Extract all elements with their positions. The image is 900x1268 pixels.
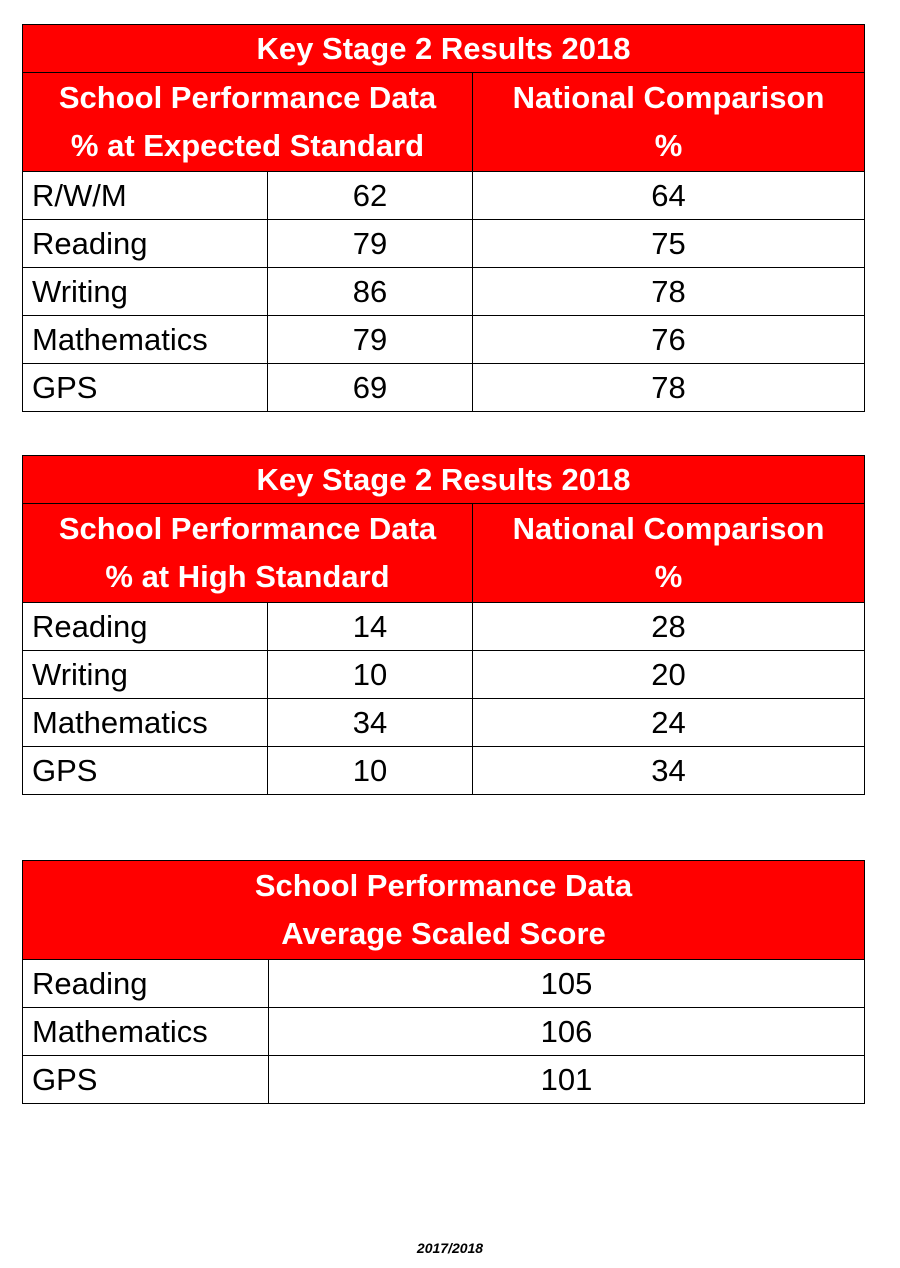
subject-cell: GPS [23, 364, 268, 412]
subject-cell: Reading [23, 960, 269, 1008]
header-line: % [654, 128, 683, 163]
header-line: School Performance Data [254, 868, 633, 903]
school-value-cell: 69 [268, 364, 473, 412]
table-row [23, 1008, 865, 1056]
subject-cell: R/W/M [23, 172, 268, 220]
expected-standard-table [22, 24, 865, 412]
school-performance-header [23, 73, 473, 172]
header-line: % at High Standard [105, 559, 390, 594]
table-row [23, 316, 865, 364]
subject-cell: Mathematics [23, 699, 268, 747]
table-title-row [23, 456, 865, 504]
header-line: School Performance Data [58, 511, 437, 546]
table-row [23, 364, 865, 412]
table-header-row [23, 861, 865, 960]
school-value-cell: 79 [268, 220, 473, 268]
table-header-row [23, 504, 865, 603]
subject-cell: Writing [23, 268, 268, 316]
subject-cell: Mathematics [23, 1008, 269, 1056]
table-row [23, 651, 865, 699]
footer-year: 2017/2018 [416, 1240, 484, 1256]
national-value-cell: 78 [473, 268, 865, 316]
national-value-cell: 28 [473, 603, 865, 651]
national-value-cell: 75 [473, 220, 865, 268]
school-value-cell: 86 [268, 268, 473, 316]
header-line: Average Scaled Score [281, 916, 606, 951]
school-value-cell: 14 [268, 603, 473, 651]
table-row [23, 268, 865, 316]
subject-cell: Mathematics [23, 316, 268, 364]
national-value-cell: 64 [473, 172, 865, 220]
school-value-cell: 10 [268, 651, 473, 699]
table-title-row [23, 25, 865, 73]
score-cell: 101 [269, 1056, 865, 1104]
national-value-cell: 78 [473, 364, 865, 412]
school-performance-header [23, 504, 473, 603]
national-comparison-header [473, 73, 865, 172]
table-title: Key Stage 2 Results 2018 [23, 456, 865, 504]
header-line: National Comparison [512, 511, 825, 546]
national-value-cell: 20 [473, 651, 865, 699]
high-standard-table [22, 455, 865, 795]
school-value-cell: 79 [268, 316, 473, 364]
school-value-cell: 10 [268, 747, 473, 795]
header-line: National Comparison [512, 80, 825, 115]
score-cell: 105 [269, 960, 865, 1008]
table-row [23, 699, 865, 747]
table-row [23, 1056, 865, 1104]
national-value-cell: 34 [473, 747, 865, 795]
national-comparison-header [473, 504, 865, 603]
table-row [23, 960, 865, 1008]
national-value-cell: 24 [473, 699, 865, 747]
score-cell: 106 [269, 1008, 865, 1056]
subject-cell: GPS [23, 1056, 269, 1104]
header-line: % [654, 559, 683, 594]
scaled-score-header [23, 861, 865, 960]
subject-cell: Writing [23, 651, 268, 699]
header-line: School Performance Data [58, 80, 437, 115]
school-value-cell: 34 [268, 699, 473, 747]
subject-cell: GPS [23, 747, 268, 795]
table-row [23, 172, 865, 220]
subject-cell: Reading [23, 603, 268, 651]
table-row [23, 603, 865, 651]
school-value-cell: 62 [268, 172, 473, 220]
table-header-row [23, 73, 865, 172]
table-title: Key Stage 2 Results 2018 [23, 25, 865, 73]
header-line: % at Expected Standard [70, 128, 425, 163]
table-row [23, 747, 865, 795]
national-value-cell: 76 [473, 316, 865, 364]
table-row [23, 220, 865, 268]
average-scaled-score-table [22, 860, 865, 1104]
subject-cell: Reading [23, 220, 268, 268]
